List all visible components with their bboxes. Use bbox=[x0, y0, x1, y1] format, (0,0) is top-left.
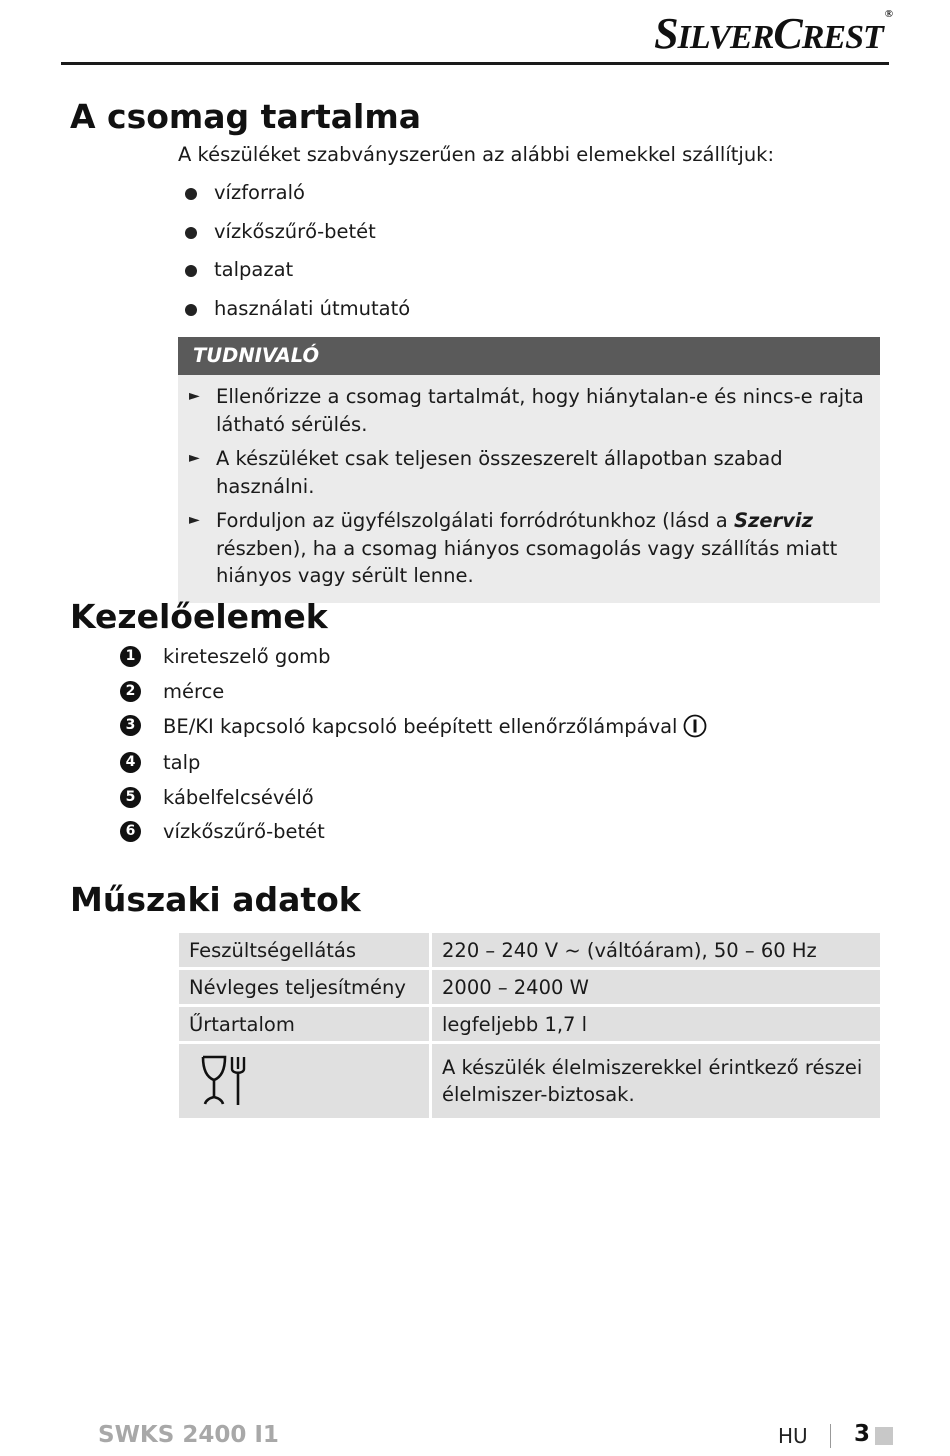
package-list bbox=[185, 181, 410, 335]
controls-list bbox=[120, 645, 707, 855]
number-badge: 3 bbox=[120, 715, 141, 736]
list-item: 4 talp bbox=[120, 751, 707, 786]
list-item: talpazat bbox=[185, 258, 410, 297]
note-item: ► A készüléket csak teljesen összeszerelt állapotban szabad használni. bbox=[189, 445, 864, 500]
table-row bbox=[179, 970, 880, 1004]
arrow-icon: ► bbox=[189, 512, 200, 528]
spec-value: 2000 – 2400 W bbox=[432, 970, 880, 1004]
note-heading: TUDNIVALÓ bbox=[178, 337, 880, 375]
section-title-controls: Kezelőelemek bbox=[70, 597, 328, 636]
bullet-icon bbox=[185, 227, 197, 239]
table-row bbox=[179, 1044, 880, 1118]
list-item: 1 kireteszelő gomb bbox=[120, 645, 707, 680]
note-box bbox=[178, 337, 880, 603]
footer-divider bbox=[830, 1424, 831, 1448]
list-item: vízforraló bbox=[185, 181, 410, 220]
number-badge: 6 bbox=[120, 821, 141, 842]
list-item: 6 vízkőszűrő-betét bbox=[120, 820, 707, 855]
table-row bbox=[179, 933, 880, 967]
food-safe-icon-cell bbox=[179, 1044, 432, 1118]
list-item: 2 mérce bbox=[120, 680, 707, 715]
number-badge: 5 bbox=[120, 787, 141, 808]
spec-value: 220 – 240 V ~ (váltóáram), 50 – 60 Hz bbox=[432, 933, 880, 967]
note-body bbox=[178, 375, 880, 603]
list-item: használati útmutató bbox=[185, 297, 410, 336]
footer-language: HU bbox=[778, 1424, 808, 1448]
footer-square-icon bbox=[875, 1427, 893, 1445]
package-intro: A készüléket szabványszerűen az alábbi elemekkel szállítjuk: bbox=[178, 143, 775, 166]
list-item: 5 kábelfelcsévélő bbox=[120, 786, 707, 821]
number-badge: 4 bbox=[120, 752, 141, 773]
bullet-icon bbox=[185, 304, 197, 316]
brand-logo: SILVERCREST® bbox=[654, 8, 892, 58]
list-item: 3 BE/KI kapcsoló kapcsoló beépített ellenőrzőlámpával bbox=[120, 714, 707, 751]
note-item: ► Ellenőrizze a csomag tartalmát, hogy hiánytalan-e és nincs-e rajta látható sérülés. bbox=[189, 383, 864, 438]
spec-label: Feszültségellátás bbox=[179, 933, 432, 967]
bullet-icon bbox=[185, 188, 197, 200]
section-title-package: A csomag tartalma bbox=[70, 97, 421, 136]
note-item: ► Forduljon az ügyfélszolgálati forródrótunkhoz (lásd a Szerviz részben), ha a csomag hiányos csomagolás vagy szállítás miatt hiányos vagy sérült lenne. bbox=[189, 507, 864, 590]
glass-fork-icon bbox=[199, 1055, 249, 1107]
bullet-icon bbox=[185, 265, 197, 277]
power-switch-icon bbox=[683, 714, 707, 738]
number-badge: 2 bbox=[120, 681, 141, 702]
footer-model: SWKS 2400 I1 bbox=[98, 1422, 279, 1448]
spec-label: Névleges teljesítmény bbox=[179, 970, 432, 1004]
header-rule bbox=[61, 62, 889, 65]
table-row bbox=[179, 1007, 880, 1041]
page-number: 3 bbox=[854, 1421, 871, 1447]
arrow-icon: ► bbox=[189, 450, 200, 466]
service-reference: Szerviz bbox=[733, 509, 813, 532]
section-title-specs: Műszaki adatok bbox=[70, 880, 361, 919]
number-badge: 1 bbox=[120, 646, 141, 667]
arrow-icon: ► bbox=[189, 388, 200, 404]
spec-table bbox=[179, 930, 880, 1121]
food-safe-text: A készülék élelmiszerekkel érintkező részei élelmiszer-biztosak. bbox=[432, 1044, 880, 1118]
spec-label: Űrtartalom bbox=[179, 1007, 432, 1041]
spec-value: legfeljebb 1,7 l bbox=[432, 1007, 880, 1041]
list-item: vízkőszűrő-betét bbox=[185, 220, 410, 259]
